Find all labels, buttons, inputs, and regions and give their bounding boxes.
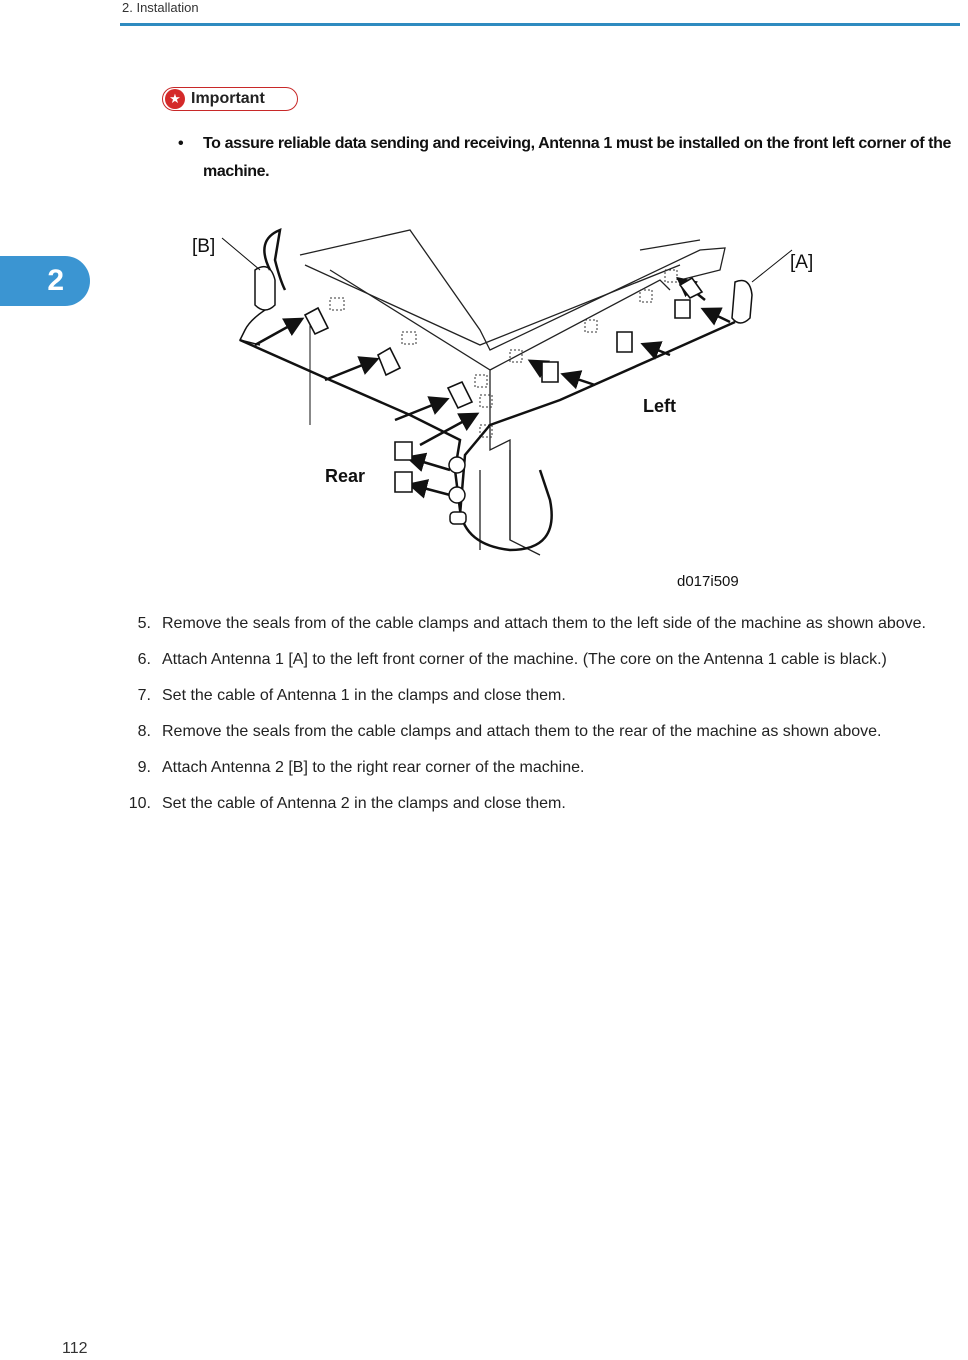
step-number: 8. — [137, 723, 151, 740]
important-badge — [162, 87, 298, 111]
installation-figure — [180, 210, 814, 600]
important-bullet — [178, 130, 968, 186]
step-text: Attach Antenna 2 [B] to the right rear corner of the machine. — [162, 759, 585, 776]
important-bullet-text: To assure reliable data sending and receiving, Antenna 1 must be installed on the front left corner of the machine. — [203, 135, 951, 180]
important-label: Important — [191, 90, 265, 107]
step-number: 6. — [137, 651, 151, 668]
antenna-a — [732, 281, 752, 323]
step-number: 9. — [137, 759, 151, 776]
machine-outline — [300, 230, 725, 555]
antenna-b — [240, 267, 275, 345]
bullet-dot: • — [178, 135, 184, 152]
step-item — [110, 718, 960, 745]
label-left: Left — [643, 396, 676, 416]
label-b: [B] — [192, 236, 216, 257]
attachment-arrows — [255, 280, 730, 495]
star-icon: ★ — [165, 89, 185, 109]
header-rule — [120, 23, 960, 26]
label-rear: Rear — [325, 466, 366, 486]
page-number: 112 — [62, 1340, 88, 1357]
step-item — [110, 790, 960, 817]
antenna-cables — [240, 230, 735, 550]
step-item — [110, 610, 960, 637]
figure-id: d017i509 — [677, 573, 739, 590]
step-text: Set the cable of Antenna 1 in the clamps and close them. — [162, 687, 566, 704]
step-item — [110, 682, 960, 709]
step-number: 10. — [128, 795, 151, 812]
step-text: Attach Antenna 1 [A] to the left front corner of the machine. (The core on the Antenna 1 cable is black.) — [162, 651, 887, 668]
step-number: 5. — [137, 615, 151, 632]
procedure-steps — [110, 610, 960, 826]
chapter-tab: 2 — [0, 256, 90, 306]
step-text: Remove the seals from of the cable clamps and attach them to the left side of the machine as shown above. — [162, 615, 926, 632]
step-text: Set the cable of Antenna 2 in the clamps and close them. — [162, 795, 566, 812]
step-item — [110, 754, 960, 781]
step-item — [110, 646, 960, 673]
label-a: [A] — [790, 252, 814, 273]
cable-cores — [449, 457, 466, 524]
step-number: 7. — [137, 687, 151, 704]
cable-clamps — [305, 278, 702, 492]
step-text: Remove the seals from the cable clamps and attach them to the rear of the machine as shown above. — [162, 723, 882, 740]
running-header: 2. Installation — [122, 0, 199, 15]
